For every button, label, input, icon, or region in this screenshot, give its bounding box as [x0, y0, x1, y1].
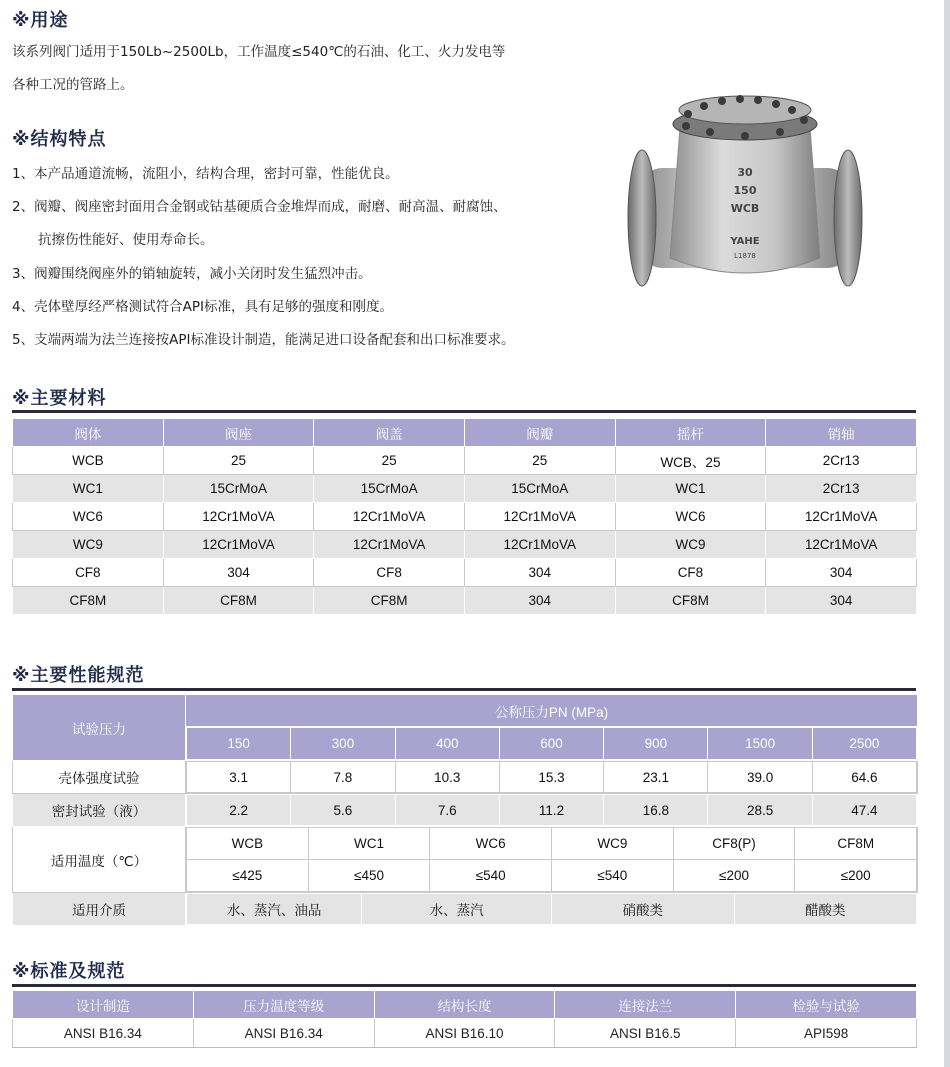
table-cell: 304 — [766, 559, 917, 587]
page-edge-bar — [944, 0, 950, 1067]
table-cell: 10.3 — [395, 762, 499, 793]
feature-line: 抗擦伤性能好、使用寿命长。 — [38, 232, 214, 248]
table-cell: CF8M — [314, 587, 465, 615]
table-cell: ≤540 — [552, 860, 674, 892]
temperature-label: 适用温度（℃） — [13, 827, 186, 893]
shell-values — [186, 761, 917, 793]
materials-table — [12, 418, 917, 615]
table-cell: 12Cr1MoVA — [314, 531, 465, 559]
table-cell: WC6 — [430, 828, 552, 860]
column-header: 阀瓣 — [464, 419, 615, 447]
table-cell: ANSI B16.34 — [193, 1019, 374, 1048]
feature-line: 3、阀瓣围绕阀座外的销轴旋转，减小关闭时发生猛烈冲击。 — [12, 266, 372, 282]
table-cell: ≤425 — [187, 860, 309, 892]
table-cell: 12Cr1MoVA — [464, 531, 615, 559]
table-row — [13, 893, 918, 926]
performance-table — [12, 694, 918, 926]
column-header: 设计制造 — [13, 991, 194, 1019]
table-cell: WC9 — [552, 828, 674, 860]
table-row — [13, 794, 918, 827]
table-row — [13, 587, 917, 615]
column-header: 摇杆 — [615, 419, 766, 447]
table-cell: 水、蒸汽 — [362, 894, 552, 925]
table-cell: WC9 — [13, 531, 164, 559]
table-header-row — [13, 991, 917, 1019]
table-cell: 2.2 — [187, 795, 291, 826]
column-header: 压力温度等级 — [193, 991, 374, 1019]
table-cell: CF8 — [314, 559, 465, 587]
table-cell: 15.3 — [499, 762, 603, 793]
features-title: ※结构特点 — [12, 129, 107, 150]
table-cell: 12Cr1MoVA — [766, 531, 917, 559]
column-header: 阀体 — [13, 419, 164, 447]
bottom-divider — [12, 1047, 917, 1048]
table-cell: CF8M — [615, 587, 766, 615]
column-header: 阀座 — [163, 419, 314, 447]
table-row — [13, 503, 917, 531]
standards-title: ※标准及规范 — [12, 961, 126, 982]
table-cell: 12Cr1MoVA — [314, 503, 465, 531]
table-cell: 12Cr1MoVA — [464, 503, 615, 531]
table-cell: 15CrMoA — [464, 475, 615, 503]
table-cell: 5.6 — [291, 795, 395, 826]
table-row — [13, 1019, 917, 1048]
table-cell: 醋酸类 — [734, 894, 917, 925]
table-cell: WCB — [13, 447, 164, 475]
table-cell: ANSI B16.34 — [13, 1019, 194, 1048]
column-header: 连接法兰 — [555, 991, 736, 1019]
table-cell: CF8M — [163, 587, 314, 615]
section-divider — [12, 984, 916, 987]
pressure-header: 2500 — [812, 728, 916, 760]
temperature-grid — [186, 827, 917, 892]
table-cell: 39.0 — [708, 762, 812, 793]
table-cell: 水、蒸汽、油品 — [187, 894, 362, 925]
shell-test-label: 壳体强度试验 — [13, 761, 186, 794]
table-cell: WC1 — [615, 475, 766, 503]
table-row — [13, 531, 917, 559]
table-row — [13, 475, 917, 503]
test-pressure-label: 试验压力 — [13, 695, 186, 761]
performance-title: ※主要性能规范 — [12, 665, 145, 686]
table-cell: 304 — [163, 559, 314, 587]
feature-line: 4、壳体壁厚经严格测试符合API标准，具有足够的强度和刚度。 — [12, 299, 393, 315]
table-cell: 15CrMoA — [314, 475, 465, 503]
feature-line: 5、支端两端为法兰连接按API标准设计制造，能满足进口设备配套和出口标准要求。 — [12, 332, 515, 348]
media-label: 适用介质 — [13, 893, 186, 926]
valve-marking: L1878 — [734, 252, 756, 260]
table-cell: CF8(P) — [673, 828, 795, 860]
table-cell: WCB、25 — [615, 447, 766, 475]
materials-title: ※主要材料 — [12, 388, 107, 409]
table-cell: 64.6 — [812, 762, 916, 793]
valve-marking: 150 — [733, 184, 757, 197]
usage-line: 该系列阀门适用于150Lb~2500Lb，工作温度≤540℃的石油、化工、火力发电等 — [12, 44, 506, 60]
table-cell: WC9 — [615, 531, 766, 559]
table-cell: WC6 — [615, 503, 766, 531]
table-cell: ≤200 — [673, 860, 795, 892]
section-divider — [12, 688, 916, 691]
column-header: 销轴 — [766, 419, 917, 447]
table-cell: 16.8 — [604, 795, 708, 826]
table-header-row — [13, 419, 917, 447]
valve-marking: YAHE — [730, 236, 760, 247]
pressure-header: 400 — [395, 728, 499, 760]
table-cell: 12Cr1MoVA — [766, 503, 917, 531]
table-cell: WC1 — [308, 828, 430, 860]
table-row — [13, 827, 918, 893]
table-cell: WCB — [187, 828, 309, 860]
valve-marking: 30 — [737, 166, 753, 179]
table-row — [13, 761, 918, 794]
pressure-header: 300 — [291, 728, 395, 760]
table-cell: 304 — [464, 559, 615, 587]
table-cell: ANSI B16.5 — [555, 1019, 736, 1048]
media-values — [186, 893, 917, 925]
column-header: 结构长度 — [374, 991, 555, 1019]
table-cell: 25 — [163, 447, 314, 475]
table-cell: WC6 — [13, 503, 164, 531]
table-cell: 2Cr13 — [766, 475, 917, 503]
table-row — [13, 447, 917, 475]
pressure-header: 1500 — [708, 728, 812, 760]
standards-table — [12, 990, 917, 1048]
seal-test-label: 密封试验（液） — [13, 794, 186, 827]
table-cell: 25 — [314, 447, 465, 475]
table-row — [13, 559, 917, 587]
table-row — [13, 695, 918, 727]
table-cell: 7.6 — [395, 795, 499, 826]
table-cell: 2Cr13 — [766, 447, 917, 475]
table-cell: CF8M — [795, 828, 917, 860]
column-header: 阀盖 — [314, 419, 465, 447]
seal-values — [186, 794, 917, 826]
table-cell: 3.1 — [187, 762, 291, 793]
pressure-header: 150 — [187, 728, 291, 760]
table-cell: 硝酸类 — [552, 894, 735, 925]
table-cell: 12Cr1MoVA — [163, 503, 314, 531]
table-cell: 304 — [766, 587, 917, 615]
table-cell: ANSI B16.10 — [374, 1019, 555, 1048]
table-cell: ≤540 — [430, 860, 552, 892]
table-cell: 28.5 — [708, 795, 812, 826]
nominal-pressure-label: 公称压力PN (MPa) — [186, 695, 918, 727]
column-header: 检验与试验 — [736, 991, 917, 1019]
table-cell: 23.1 — [604, 762, 708, 793]
table-cell: CF8 — [13, 559, 164, 587]
feature-line: 2、阀瓣、阀座密封面用合金钢或钴基硬质合金堆焊而成，耐磨、耐高温、耐腐蚀、 — [12, 199, 507, 215]
table-cell: CF8 — [615, 559, 766, 587]
table-cell: 47.4 — [812, 795, 916, 826]
table-cell: 25 — [464, 447, 615, 475]
usage-title: ※用途 — [12, 10, 69, 31]
pressure-header: 900 — [604, 728, 708, 760]
table-cell: ≤450 — [308, 860, 430, 892]
swing-check-valve-image — [620, 88, 870, 298]
table-cell: 15CrMoA — [163, 475, 314, 503]
table-cell: ≤200 — [795, 860, 917, 892]
table-cell: 7.8 — [291, 762, 395, 793]
section-divider — [12, 410, 916, 413]
table-cell: 11.2 — [499, 795, 603, 826]
table-cell: CF8M — [13, 587, 164, 615]
valve-marking: WCB — [730, 202, 760, 215]
table-cell: WC1 — [13, 475, 164, 503]
table-cell: 12Cr1MoVA — [163, 531, 314, 559]
pressure-columns — [186, 727, 917, 760]
usage-line: 各种工况的管路上。 — [12, 77, 134, 93]
feature-line: 1、本产品通道流畅，流阻小，结构合理，密封可靠，性能优良。 — [12, 166, 399, 182]
table-cell: 304 — [464, 587, 615, 615]
table-cell: API598 — [736, 1019, 917, 1048]
pressure-header: 600 — [499, 728, 603, 760]
